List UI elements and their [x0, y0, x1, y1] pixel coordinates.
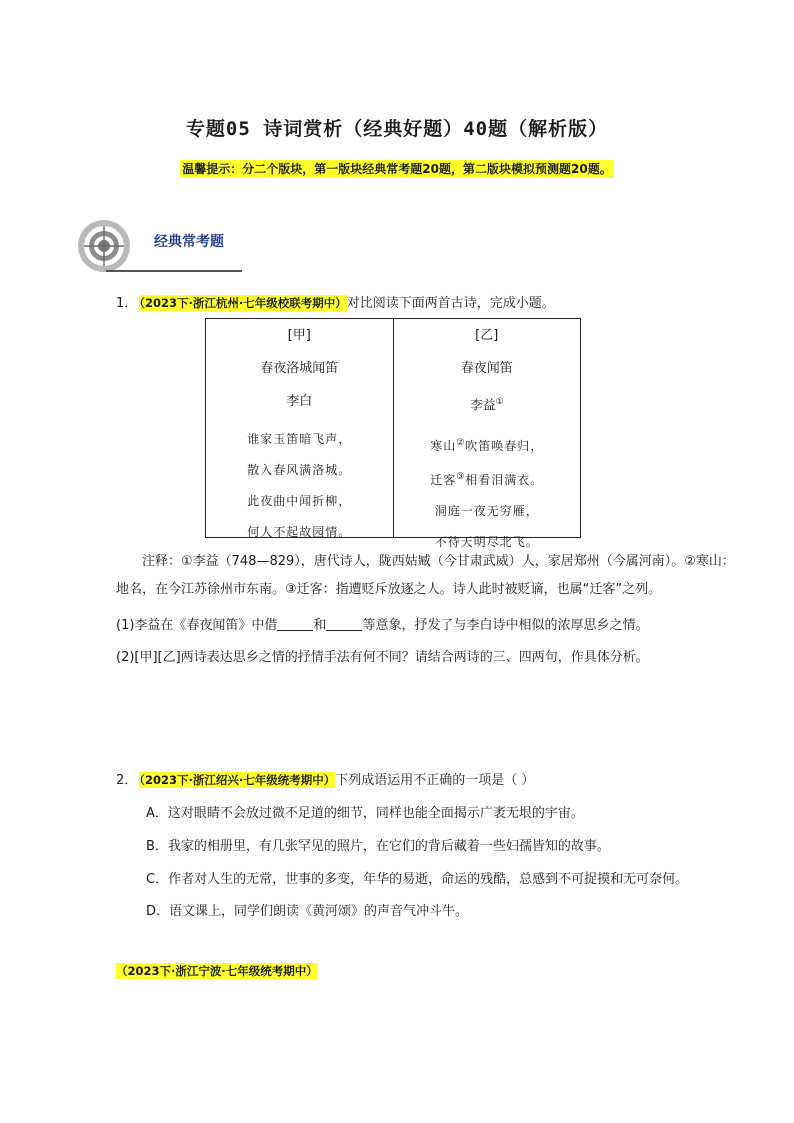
sub-question-1 — [116, 614, 648, 633]
option-a: A．这对眼睛不会放过微不足道的细节，同样也能全面揭示广袤无垠的宇宙。 — [146, 806, 584, 821]
poem-b-line — [394, 428, 581, 462]
question-source: （2023下·浙江杭州·七年级校联考期中） — [139, 296, 347, 310]
poem-a-line: 谁家玉笛暗飞声， — [247, 432, 352, 446]
annotation-line: 地名，在今江苏徐州市东南。③迁客：指遭贬斥放逐之人。诗人此时被贬谪，也属“迁客”之列。 — [116, 582, 662, 597]
question-number: 1． — [116, 296, 138, 311]
sub-question-text: 和 — [313, 618, 327, 633]
poem-a-tag: [甲] — [287, 328, 311, 343]
poem-b-line-text: 吹笛唤春归， — [465, 439, 544, 454]
question-prompt: 对比阅读下面两首古诗，完成小题。 — [346, 296, 555, 311]
poem-a-title: 春夜洛城闻笛 — [260, 361, 339, 376]
poem-b-author: 李益 — [469, 398, 496, 414]
poem-b — [393, 319, 581, 550]
poem-b-line — [394, 496, 581, 527]
option-b: B．我家的相册里，有几张罕见的照片，在它们的背后藏着一些妇孺皆知的故事。 — [146, 839, 610, 854]
question-number: 2． — [116, 773, 138, 788]
poem-b-author-note: ① — [495, 397, 504, 407]
annotation — [116, 548, 782, 604]
sub-question-text: 等意象，抒发了与李白诗中相似的浓厚思乡之情。 — [362, 618, 649, 633]
poem-b-line-text: 寒山 — [430, 439, 457, 454]
tip-banner — [0, 160, 794, 177]
poem-a-line: 散入春风满洛城。 — [247, 463, 352, 477]
option-c: C．作者对人生的无常，世事的多变，年华的易逝，命运的残酷，总感到不可捉摸和无可奈何。 — [146, 872, 689, 887]
poem-b-title: 春夜闻笛 — [460, 361, 513, 376]
question-prompt: 下列成语运用不正确的一项是（ ） — [335, 773, 535, 788]
question-3-stem — [116, 961, 318, 982]
option-d: D．语文课上，同学们朗读《黄河颂》的声音气冲斗牛。 — [146, 904, 469, 919]
poem-a — [206, 319, 393, 537]
poem-b-author-line — [394, 386, 581, 422]
poem-b-line-text: 不待天明尽北飞。 — [434, 535, 539, 550]
question-2-stem — [116, 770, 534, 791]
question-source: （2023下·浙江宁波·七年级统考期中） — [116, 964, 318, 978]
sub-question-text: (1)李益在《春夜闻笛》中借 — [116, 618, 278, 633]
annotation-line: 注释：①李益（748—829），唐代诗人，陇西姑臧（今甘肃武威）人，家居郑州（今属河南）。②寒山： — [142, 554, 735, 569]
poem-b-tag: [乙] — [475, 328, 499, 343]
page-title: 专题05 诗词赏析（经典好题）40题（解析版） — [185, 118, 609, 140]
question-1-stem — [116, 293, 555, 314]
poem-b-line — [394, 462, 581, 496]
answer-blank[interactable] — [326, 616, 362, 631]
target-icon — [76, 218, 132, 274]
section-header — [76, 218, 246, 278]
question-source: （2023下·浙江绍兴·七年级统考期中） — [139, 773, 336, 787]
answer-blank[interactable] — [277, 616, 313, 631]
poem-a-line: 此夜曲中闻折柳， — [247, 494, 352, 508]
tip-text: 温馨提示：分二个版块，第一版块经典常考题20题，第二版块模拟预测题20题。 — [182, 162, 612, 176]
poem-b-line-text: 相看泪满衣。 — [465, 473, 544, 488]
section-underline — [106, 270, 242, 272]
sub-question-2: (2)[甲][乙]两诗表达思乡之情的抒情手法有何不同？请结合两诗的三、四两句，作具体分析。 — [116, 650, 649, 665]
poem-a-line: 何人不起故园情。 — [247, 525, 352, 539]
poem-table — [205, 318, 581, 550]
footnote-mark: ② — [456, 438, 466, 449]
poem-a-author: 李白 — [286, 394, 313, 409]
poem-b-line-text: 迁客 — [430, 473, 457, 488]
poem-b-line-text: 洞庭一夜无穷雁， — [434, 504, 539, 519]
section-label: 经典常考题 — [154, 234, 224, 250]
footnote-mark: ③ — [456, 472, 466, 483]
